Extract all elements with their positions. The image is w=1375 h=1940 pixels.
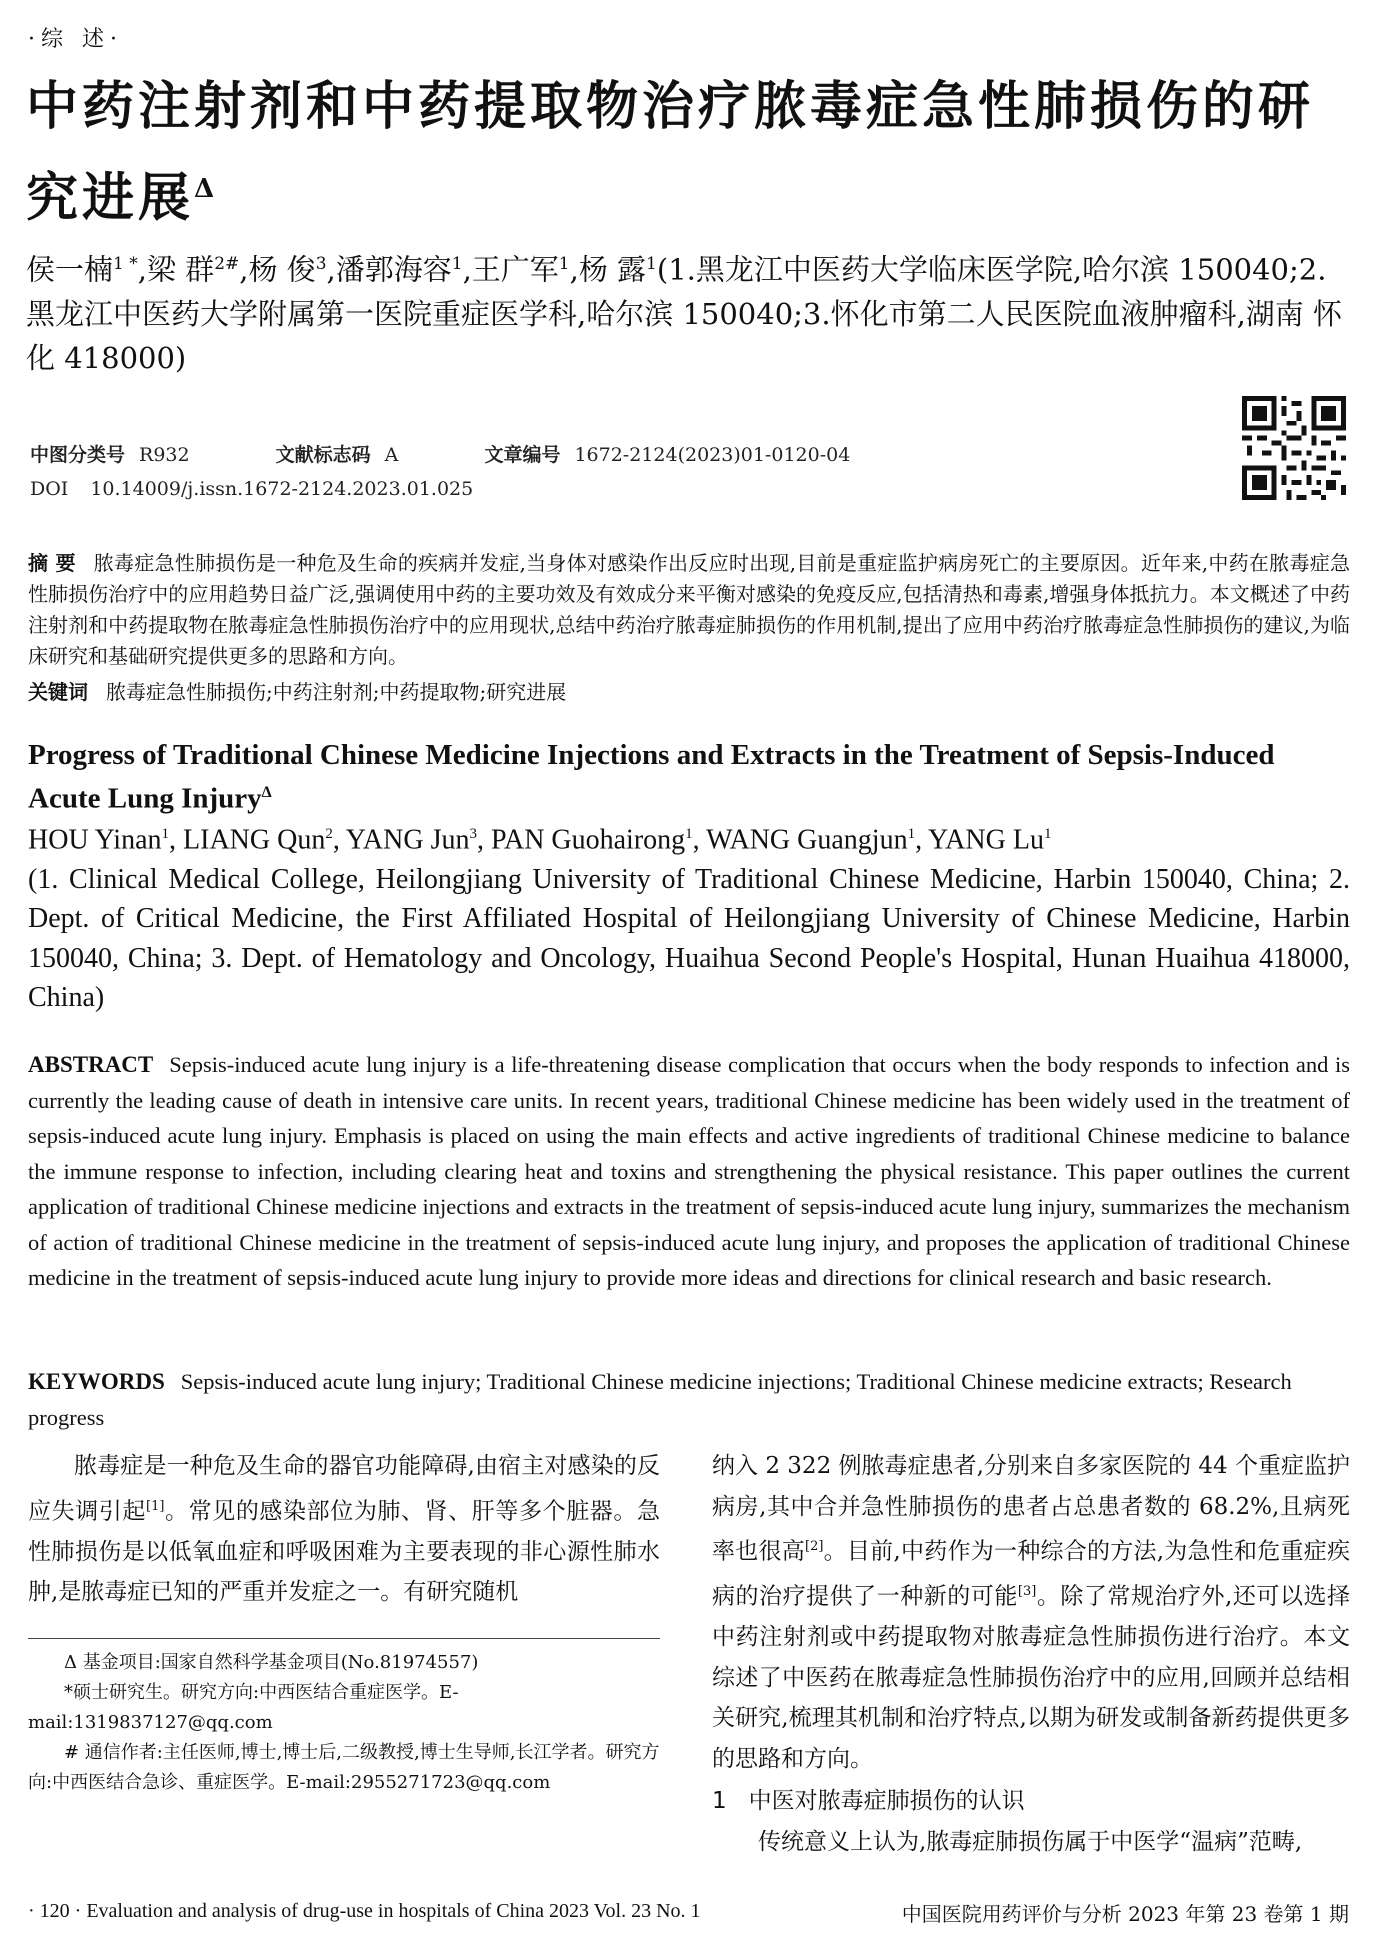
- doi-row: [30, 478, 473, 500]
- author-en-sup: 1: [1043, 826, 1052, 842]
- author-cn: ,潘郭海容: [326, 252, 452, 287]
- doi-value: 10.14009/j.issn.1672-2124.2023.01.025: [90, 478, 474, 500]
- doi-label: DOI: [30, 478, 69, 500]
- title-en-fund-mark: Δ: [261, 784, 272, 801]
- author-cn-sup: 1: [451, 254, 463, 274]
- doc-code-label: 文献标志码: [275, 444, 371, 466]
- clc-label: 中图分类号: [30, 444, 126, 466]
- author-en-sup: 2: [325, 826, 333, 842]
- author-en-sup: 1: [685, 826, 693, 842]
- body-text: 脓毒症是一种危及生命的器官功能障碍,由宿主对感染的反应失调引起: [28, 1453, 660, 1525]
- article-title-cn-text: 中药注射剂和中药提取物治疗脓毒症急性肺损伤的研究进展: [26, 76, 1315, 229]
- body-text: 。常见的感染部位为肺、肾、肝等多个脏器。急性肺损伤是以低氧血症和呼吸困难为主要表现的非心源性肺水肿,是脓毒症已知的严重并发症之一。有研究随机: [28, 1498, 661, 1606]
- body-text: 纳入 2 322 例脓毒症患者,分别来自多家医院的 44 个重症监护病房,其中合并急性肺损伤的患者占总患者数的 68.2%,且病死率也很高: [712, 1453, 1350, 1565]
- footnote-fund: Δ 基金项目:国家自然科学基金项目(No.81974557): [64, 1652, 479, 1673]
- body-text: 传统意义上认为,脓毒症肺损伤属于中医学“温病”范畴,: [758, 1828, 1303, 1855]
- body-column-left: [28, 1446, 660, 1613]
- article-title-cn: [26, 66, 1356, 239]
- title-cn-fund-mark: Δ: [194, 174, 215, 204]
- qr-code-icon[interactable]: [1242, 396, 1346, 500]
- keywords-cn: [28, 676, 1350, 705]
- article-no-value: 1672-2124(2023)01-0120-04: [574, 444, 851, 466]
- author-en: , YANG Jun: [332, 824, 470, 856]
- author-cn-sup: 1: [646, 254, 657, 274]
- author-en-sup: 1: [161, 826, 170, 842]
- authors-en: [28, 815, 1350, 1018]
- meta-row: [30, 440, 930, 467]
- abstract-en-label: ABSTRACT: [28, 1052, 154, 1077]
- footer-right: 中国医院用药评价与分析 2023 年第 23 卷第 1 期: [901, 1902, 1349, 1926]
- article-no-label: 文章编号: [484, 444, 561, 466]
- keywords-cn-label: 关键词: [28, 680, 88, 704]
- body-column-right: [712, 1446, 1350, 1862]
- doc-code-value: A: [384, 444, 399, 466]
- author-en: , LIANG Qun: [169, 824, 326, 856]
- footnotes: [28, 1648, 660, 1798]
- author-cn: ,王广军: [462, 252, 559, 287]
- clc-value: R932: [139, 444, 190, 466]
- author-en: , WANG Guangjun: [692, 824, 908, 856]
- footnote-corresponding: # 通信作者:主任医师,博士,博士后,二级教授,博士生导师,长江学者。研究方向:中西医结合急诊、重症医学。E-mail:2955271723@qq.com: [28, 1742, 660, 1793]
- section-number: 1: [712, 1788, 727, 1815]
- authors-cn: [26, 242, 1346, 380]
- section-tag: ·综 述·: [28, 27, 123, 52]
- article-title-en-text: Progress of Traditional Chinese Medicine Injections and Extracts in the Treatment of Sepsis-Induced Acute Lung Injury: [28, 739, 1275, 815]
- author-cn: 侯一楠: [26, 252, 114, 287]
- author-cn-sup: 1: [558, 254, 570, 274]
- author-cn: ,梁 群: [137, 252, 215, 287]
- abstract-cn: [28, 548, 1350, 672]
- body-text: 。除了常规治疗外,还可以选择中药注射剂或中药提取物对脓毒症急性肺损伤进行治疗。本文综述了中医药在脓毒症急性肺损伤治疗中的应用,回顾并总结相关研究,梳理其机制和治疗特点,以期为研发或制备新药提供更多的思路和方向。: [712, 1583, 1351, 1772]
- affiliations-en: (1. Clinical Medical College, Heilongjiang University of Traditional Chinese Medicine, Harbin 150040, China; 2. Dept. of Critical Medicine, the First Affiliated Hospital of Heilongjiang University of Chinese Medicine, Harbin 150040, China; 3. Dept. of Hematology and Oncology, Huaihua Second People's Hospital, Hunan Huaihua 418000, China): [28, 863, 1350, 1014]
- author-cn-sup: 2#: [214, 254, 240, 274]
- keywords-cn-text: 脓毒症急性肺损伤;中药注射剂;中药提取物;研究进展: [106, 680, 567, 704]
- keywords-en-label: KEYWORDS: [28, 1369, 165, 1394]
- author-en: , PAN Guohairong: [476, 824, 686, 856]
- article-title-en: [28, 736, 1350, 818]
- footnote-first-author: *硕士研究生。研究方向:中西医结合重症医学。E-mail:1319837127@qq.com: [28, 1682, 459, 1733]
- affiliations-cn: (1.黑龙江中医药大学临床医学院,哈尔滨 150040;2.黑龙江中医药大学附属第一医院重症医学科,哈尔滨 150040;3.怀化市第二人民医院血液肿瘤科,湖南 怀化 418000): [26, 252, 1343, 375]
- footnote-divider: [28, 1638, 660, 1639]
- author-cn-sup: 3: [315, 254, 327, 274]
- author-cn: ,杨 俊: [239, 252, 316, 287]
- section-title: 中医对脓毒症肺损伤的认识: [748, 1788, 1025, 1815]
- keywords-en-text: Sepsis-induced acute lung injury; Traditional Chinese medicine injections; Traditional Chinese medicine extracts; Research progress: [28, 1369, 1292, 1430]
- abstract-en: [28, 1047, 1350, 1296]
- citation-link[interactable]: [3]: [1017, 1584, 1037, 1600]
- body-paragraph: [28, 1446, 660, 1613]
- section-heading: [712, 1781, 1350, 1822]
- author-en-sup: 3: [469, 826, 477, 842]
- author-cn-sup: 1 *: [113, 254, 138, 274]
- body-text: 。目前,中药作为一种综合的方法,为急性和危重症疾病的治疗提供了一种新的可能: [712, 1538, 1351, 1610]
- author-en: HOU Yinan: [28, 824, 162, 856]
- citation-link[interactable]: [1]: [146, 1498, 165, 1514]
- body-paragraph: [712, 1446, 1350, 1779]
- abstract-cn-label: 摘 要: [28, 551, 76, 575]
- author-en: , YANG Lu: [915, 824, 1044, 856]
- author-cn: ,杨 露: [569, 252, 647, 287]
- abstract-en-text: Sepsis-induced acute lung injury is a life-threatening disease complication that occurs when the body responds to infection and is currently the leading cause of death in intensive care units. In recent years, traditional Chinese medicine has been widely used in the treatment of sepsis-induced acute lung injury. Emphasis is placed on using the main effects and active ingredients of traditional Chinese medicine to balance the immune response to infection, including clearing heat and toxins and strengthening the physical resistance. This paper outlines the current application of traditional Chinese medicine injections and extracts in the treatment of sepsis-induced acute lung injury, summarizes the mechanism of action of traditional Chinese medicine in the treatment of sepsis-induced acute lung injury, and proposes the application of traditional Chinese medicine in the treatment of sepsis-induced acute lung injury to provide more ideas and directions for clinical research and basic research.: [28, 1052, 1350, 1290]
- abstract-cn-text: 脓毒症急性肺损伤是一种危及生命的疾病并发症,当身体对感染作出反应时出现,目前是重症监护病房死亡的主要原因。近年来,中药在脓毒症急性肺损伤治疗中的应用趋势日益广泛,强调使用中药的主要功效及有效成分来平衡对感染的免疫反应,包括清热和毒素,增强身体抵抗力。本文概述了中药注射剂和中药提取物在脓毒症急性肺损伤治疗中的应用现状,总结中药治疗脓毒症肺损伤的作用机制,提出了应用中药治疗脓毒症急性肺损伤的建议,为临床研究和基础研究提供更多的思路和方向。: [28, 551, 1350, 668]
- keywords-en: [28, 1364, 1350, 1435]
- citation-link[interactable]: [2]: [805, 1539, 824, 1554]
- author-en-sup: 1: [907, 826, 916, 842]
- footer-left: · 120 · Evaluation and analysis of drug-use in hospitals of China 2023 Vol. 23 No. 1: [28, 1900, 701, 1922]
- body-paragraph: [712, 1822, 1350, 1863]
